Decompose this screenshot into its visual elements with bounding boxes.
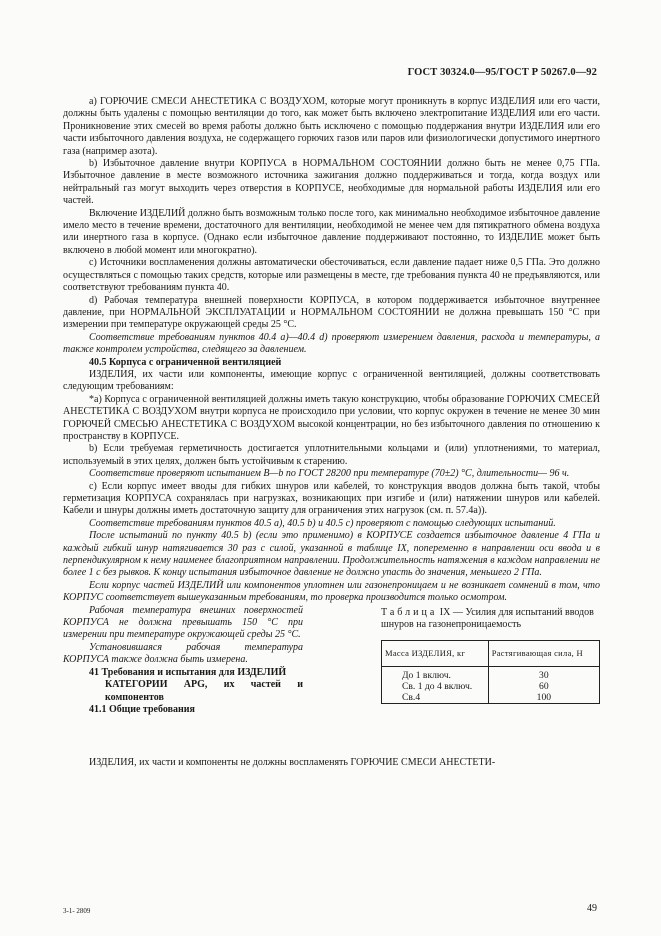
table-cell-force: 100: [488, 692, 599, 704]
paragraph-40-4-a: а) ГОРЮЧИЕ СМЕСИ АНЕСТЕТИКА С ВОЗДУХОМ, которые могут проникнуть в корпус ИЗДЕЛИЯ или его части, должны быть удалены с помощью вентиляции до того, как может быть включено электропитание ИЗДЕЛИЯ или его части. Проникновение этих смесей во время работы должно быть исключено с помощью поддержания внутри ИЗДЕЛИЯ или его части избыточного давления воздуха, не содержащего горючих газов или паров или физиологически допустимого инертного газа (например азота).: [63, 96, 600, 157]
paragraph-41-1: ИЗДЕЛИЯ, их части и компоненты не должны воспламенять ГОРЮЧИЕ СМЕСИ АНЕСТЕТИ-: [89, 756, 496, 768]
table-cell-force: 30: [488, 666, 599, 681]
table-cell-force: 60: [488, 681, 599, 692]
table-header-force: Растягивающая сила, Н: [488, 641, 599, 666]
paragraph-steady-temp: Установившаяся рабочая температура КОРПУСА также должна быть измерена.: [63, 641, 303, 666]
compliance-check-40-5: Соответствие требованиям пунктов 40.5 а), 40.5 b) и 40.5 с) проверяют с помощью следующих испытаний.: [89, 517, 556, 529]
table-caption-word: Таблица: [381, 606, 438, 618]
page-number: 49: [587, 903, 597, 914]
section-41-heading-line2: КАТЕГОРИИ APG, их частей и компонентов: [105, 679, 303, 703]
paragraph-switching: Включение ИЗДЕЛИЙ должно быть возможным только после того, как минимально необходимое избыточное давление имело место в течение времени, достаточного для вентиляции, необходимой не менее чем для пятикратного обмена воздуха или инертного газа в корпусе. (Однако если избыточное давление поддерживают постоянно, то ИЗДЕЛИЕ может быть включено в любой момент или многократно).: [63, 207, 600, 256]
table-row: [382, 666, 600, 681]
test-procedure: После испытаний по пункту 40.5 b) (если это применимо) в КОРПУСЕ создается избыточное давление 4 ГПа и каждый гибкий шнур натягивается 30 раз с силой, указанной в таблице IX, попеременно в направлении оси ввода и в перпендикулярном к нему наименее благоприятном направлении. Продолжительность натяжения в каждом направлении не более 1 с без рывков. К концу испытания избыточное давление не должно упасть до значения, меньшего 2 ГПа.: [63, 530, 600, 579]
table-header-mass: Масса ИЗДЕЛИЯ, кг: [382, 641, 489, 666]
two-column-block: [63, 605, 600, 757]
page-header: ГОСТ 30324.0—95/ГОСТ Р 50267.0—92: [407, 67, 597, 78]
section-40-5-heading: 40.5 Корпуса с ограниченной вентиляцией: [89, 356, 282, 368]
compliance-check-40-4: Соответствие требованиям пунктов 40.4 а)—40.4 d) проверяют измерением давления, расхода и температуры, а также контролем устройства, следящего за давлением.: [63, 331, 600, 356]
print-mark: 3-1- 2809: [63, 907, 91, 915]
paragraph-surface-temp: Рабочая температура внешних поверхностей КОРПУСА не должна превышать 150 °С при измерении при температуре окружающей среды 25 °С.: [63, 604, 303, 641]
paragraph-40-5-c: с) Если корпус имеет вводы для гибких шнуров или кабелей, то конструкция вводов должна быть такой, чтобы герметизация КОРПУСА сохранялась при нагрузках, возникающих при изгибе и (или) натяжении шнуров или кабелей. Кабели и шнуры должны иметь достаточную защиту для ограничения этих нагрузок (см. п. 57.4а)).: [63, 480, 600, 517]
table-header-row: [382, 641, 600, 666]
table-cell-mass: До 1 включ.: [382, 666, 489, 681]
paragraph-40-5-intro: ИЗДЕЛИЯ, их части или компоненты, имеющие корпус с ограниченной вентиляцией, должны соответствовать следующим требованиям:: [63, 368, 600, 393]
compliance-check-40-5-b: Соответствие проверяют испытанием В—b по ГОСТ 28200 при температуре (70±2) °С, длительности— 96 ч.: [89, 468, 570, 480]
section-41-heading-line1: 41 Требования и испытания для ИЗДЕЛИЙ: [89, 666, 287, 678]
test-inspection-note: Если корпус частей ИЗДЕЛИЙ или компонентов уплотнен или газонепроницаем и не возникает сомнений в том, что КОРПУС соответствует вышеуказанным требованиям, то проверка производится только осмотром.: [63, 579, 600, 604]
table-row: [382, 681, 600, 692]
table-cell-mass: Св.4: [382, 692, 489, 704]
paragraph-40-5-a: *а) Корпуса с ограниченной вентиляцией должны иметь такую конструкцию, чтобы образование ГОРЮЧИХ СМЕСЕЙ АНЕСТЕТИКА С ВОЗДУХОМ внутри корпуса не происходило при условии, что корпус окружен в течение не менее 30 мин ГОРЮЧЕЙ СМЕСЬЮ АНЕСТЕТИКА С ВОЗДУХОМ высокой концентрации, но без избыточного давления по отношению к пространству в КОРПУСЕ.: [63, 393, 600, 442]
paragraph-40-5-b: b) Если требуемая герметичность достигается уплотнительными кольцами и (или) уплотнениями, то материал, используемый в этих целях, должен быть устойчивым к старению.: [63, 443, 600, 467]
table-cell-mass: Св. 1 до 4 включ.: [382, 681, 489, 692]
paragraph-40-4-b: b) Избыточное давление внутри КОРПУСА в НОРМАЛЬНОМ СОСТОЯНИИ должно быть не менее 0,75 ГПа. Избыточное давление в месте возможного источника зажигания должно поддерживаться и тогда, когда воздух или нейтральный газ могут выходить через отверстия в КОРПУСЕ, необходимые для нормальной работы ИЗДЕЛИЯ или его частей.: [63, 158, 600, 207]
table-ix-block: [381, 607, 600, 704]
paragraph-40-4-d: d) Рабочая температура внешней поверхности КОРПУСА, в котором поддерживается избыточное внутреннее давление, при НОРМАЛЬНОЙ ЭКСПЛУАТАЦИИ и НОРМАЛЬНОМ СОСТОЯНИИ не должна превышать 150 °С при измерении при температуре окружающей среды 25 °С.: [63, 294, 600, 331]
section-41-1-heading: 41.1 Общие требования: [89, 703, 195, 715]
table-caption: [381, 607, 600, 632]
paragraph-40-4-c: с) Источники воспламенения должны автоматически обесточиваться, если давление падает ниже 0,5 ГПа. Это должно осуществляться с помощью таких средств, которые или размещены в месте, где требования пункта 40 не предъявляются, или соответствуют требованиям пункта 40.: [63, 257, 600, 294]
table-caption-text: IX — Усилия для испытаний вводов шнуров на газонепроницаемость: [381, 606, 594, 631]
page-body: [63, 96, 600, 769]
table-row: [382, 692, 600, 704]
table-ix: [381, 640, 600, 703]
left-column: [63, 605, 303, 717]
